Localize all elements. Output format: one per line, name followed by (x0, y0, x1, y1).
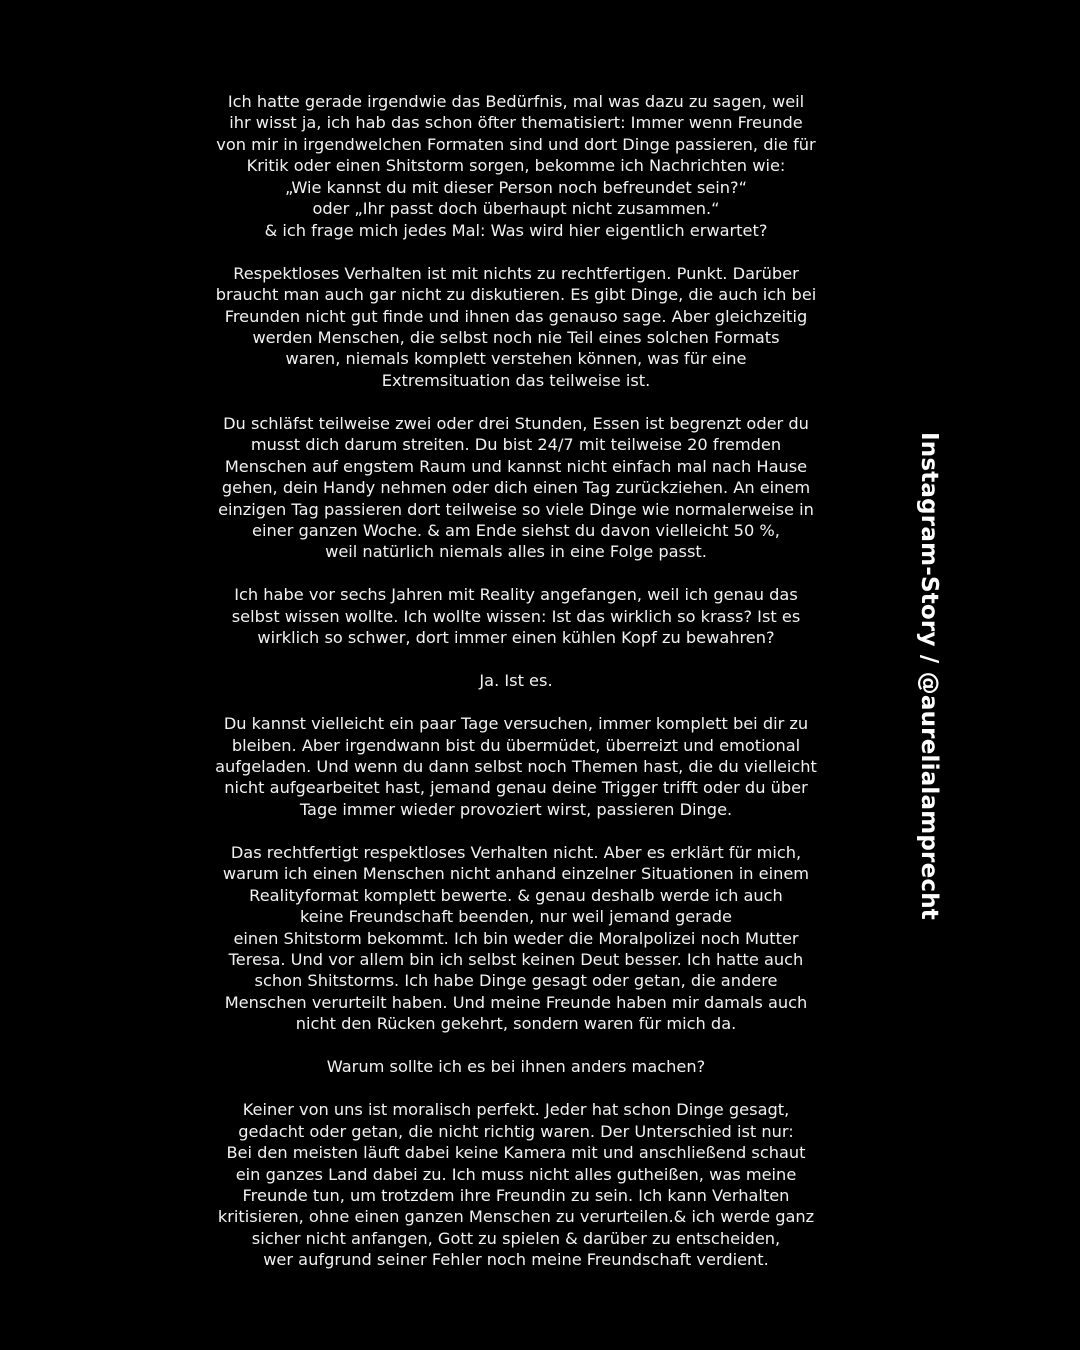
story-text-line: gedacht oder getan, die nicht richtig waren. Der Unterschied ist nur: (238, 1121, 794, 1141)
story-paragraph (206, 1099, 826, 1271)
story-paragraph (206, 670, 826, 691)
story-text-line: ihr wisst ja, ich hab das schon öfter thematisiert: Immer wenn Freunde (229, 113, 803, 133)
story-text-line: bleiben. Aber irgendwann bist du übermüdet, überreizt und emotional (231, 735, 801, 755)
story-text-line: Ja. Ist es. (479, 671, 553, 691)
story-text-line: kritisieren, ohne einen ganzen Menschen zu verurteilen.& ich werde ganz (217, 1207, 815, 1227)
story-text-line: Extremsituation das teilweise ist. (381, 370, 651, 390)
story-text-line: weil natürlich niemals alles in eine Folge passt. (325, 542, 707, 562)
story-paragraph (206, 842, 826, 1035)
story-text-line: einzigen Tag passieren dort teilweise so viele Dinge wie normalerweise in (218, 499, 814, 519)
story-text-line: wer aufgrund seiner Fehler noch meine Freundschaft verdient. (263, 1250, 769, 1270)
story-text-line: Bei den meisten läuft dabei keine Kamera mit und anschließend schaut (226, 1143, 806, 1163)
story-text-line: schon Shitstorms. Ich habe Dinge gesagt oder getan, die andere (254, 971, 778, 991)
story-text-line: einen Shitstorm bekommt. Ich bin weder die Moralpolizei noch Mutter (233, 928, 799, 948)
story-text-line: Keiner von uns ist moralisch perfekt. Jeder hat schon Dinge gesagt, (242, 1100, 790, 1120)
story-text-line: ein ganzes Land dabei zu. Ich muss nicht alles gutheißen, was meine (235, 1164, 797, 1184)
story-text-line: einer ganzen Woche. & am Ende siehst du davon vielleicht 50 %, (252, 521, 780, 541)
story-text-line: Warum sollte ich es bei ihnen anders machen? (326, 1057, 706, 1077)
story-text-line: Menschen auf engstem Raum und kannst nicht einfach mal nach Hause (224, 456, 808, 476)
story-text-line: Realityformat komplett bewerte. & genau deshalb werde ich auch (249, 885, 783, 905)
story-paragraph (206, 713, 826, 820)
story-text-line: Menschen verurteilt haben. Und meine Freunde haben mir damals auch (224, 992, 808, 1012)
story-paragraph (206, 91, 826, 241)
story-text-line: Tage immer wieder provoziert wirst, passieren Dinge. (299, 799, 733, 819)
story-text-line: von mir in irgendwelchen Formaten sind und dort Dinge passieren, die für (216, 134, 816, 154)
story-text-line: warum ich einen Menschen nicht anhand einzelner Situationen in einem (222, 864, 810, 884)
story-text-line: aufgeladen. Und wenn du dann selbst noch Themen hast, die du vielleicht (215, 756, 817, 776)
story-text-line: sicher nicht anfangen, Gott zu spielen & darüber zu entscheiden, (251, 1228, 781, 1248)
story-text-line: Respektloses Verhalten ist mit nichts zu rechtfertigen. Punkt. Darüber (233, 263, 799, 283)
story-text-line: selbst wissen wollte. Ich wollte wissen: Ist das wirklich so krass? Ist es (231, 606, 801, 626)
story-paragraph (206, 1056, 826, 1077)
story-text-line: musst dich darum streiten. Du bist 24/7 mit teilweise 20 fremden (250, 435, 782, 455)
story-text-line: gehen, dein Handy nehmen oder dich einen Tag zurückziehen. An einem (221, 478, 811, 498)
story-text-line: Du schläfst teilweise zwei oder drei Stunden, Essen ist begrenzt oder du (223, 413, 809, 433)
story-paragraph (206, 584, 826, 648)
story-text-line: oder „Ihr passt doch überhaupt nicht zusammen.“ (312, 199, 720, 219)
story-text-line: keine Freundschaft beenden, nur weil jemand gerade (300, 907, 732, 927)
story-text-line: wirklich so schwer, dort immer einen kühlen Kopf zu bewahren? (257, 628, 775, 648)
story-paragraph (206, 263, 826, 392)
story-credit-label: Instagram-Story / @aurelialamprecht (916, 432, 942, 920)
story-text-line: Teresa. Und vor allem bin ich selbst keinen Deut besser. Ich hatte auch (228, 950, 804, 970)
story-text-line: nicht den Rücken gekehrt, sondern waren für mich da. (295, 1014, 737, 1034)
story-text-line: Kritik oder einen Shitstorm sorgen, bekomme ich Nachrichten wie: (246, 156, 786, 176)
story-text-line: Ich habe vor sechs Jahren mit Reality angefangen, weil ich genau das (234, 585, 798, 605)
story-text-line: Das rechtfertigt respektloses Verhalten nicht. Aber es erklärt für mich, (230, 842, 802, 862)
story-text-line: Freunden nicht gut finde und ihnen das genauso sage. Aber gleichzeitig (224, 306, 808, 326)
story-text-block (206, 91, 826, 1271)
story-text-line: Ich hatte gerade irgendwie das Bedürfnis, mal was dazu zu sagen, weil (227, 92, 805, 111)
story-text-line: Du kannst vielleicht ein paar Tage versuchen, immer komplett bei dir zu (223, 714, 809, 734)
story-text-line: waren, niemals komplett verstehen können, was für eine (285, 349, 747, 369)
story-paragraph (206, 413, 826, 563)
story-text-line: nicht aufgearbeitet hast, jemand genau deine Trigger trifft oder du über (224, 778, 808, 798)
story-text-line: „Wie kannst du mit dieser Person noch befreundet sein?“ (284, 177, 748, 197)
story-text-line: & ich frage mich jedes Mal: Was wird hier eigentlich erwartet? (264, 220, 768, 240)
story-text-line: Freunde tun, um trotzdem ihre Freundin zu sein. Ich kann Verhalten (242, 1185, 790, 1205)
story-text-line: braucht man auch gar nicht zu diskutieren. Es gibt Dinge, die auch ich bei (215, 285, 817, 305)
story-text-line: werden Menschen, die selbst noch nie Teil eines solchen Formats (252, 327, 780, 347)
